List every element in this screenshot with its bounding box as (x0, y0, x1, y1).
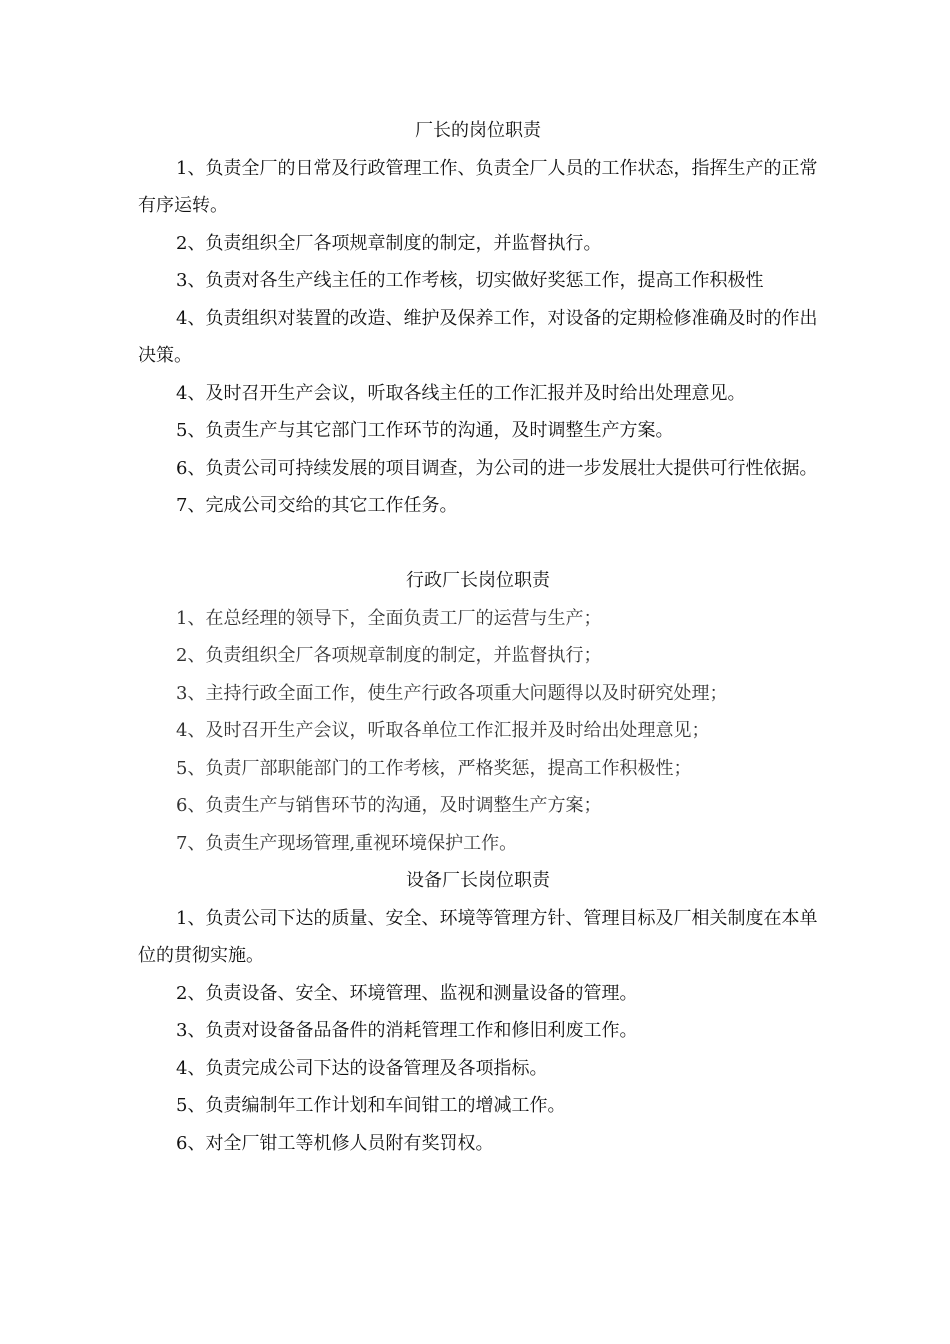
list-item: 6、负责公司可持续发展的项目调查，为公司的进一步发展壮大提供可行性依据。 (176, 457, 818, 479)
list-item: 3、负责对设备备品备件的消耗管理工作和修旧利废工作。 (176, 1020, 638, 1041)
document-page (138, 112, 818, 1162)
list-item: 4、及时召开生产会议，听取各单位工作汇报并及时给出处理意见； (176, 720, 710, 741)
list-item: 3、主持行政全面工作，使生产行政各项重大问题得以及时研究处理； (176, 682, 728, 704)
section-spacer (138, 525, 818, 563)
list-item: 4、负责组织对装置的改造、维护及保养工作，对设备的定期检修准确及时的作出决策。 (138, 307, 818, 366)
list-item: 5、负责生产与其它部门工作环节的沟通，及时调整生产方案。 (176, 420, 674, 441)
list-item: 7、完成公司交给的其它工作任务。 (176, 495, 458, 516)
list-item: 5、负责厂部职能部门的工作考核，严格奖惩，提高工作积极性； (176, 757, 692, 779)
section-title-factory-director: 厂长的岗位职责 (415, 120, 541, 141)
list-item: 2、负责设备、安全、环境管理、监视和测量设备的管理。 (176, 982, 638, 1004)
list-item: 2、负责组织全厂各项规章制度的制定，并监督执行； (176, 645, 602, 666)
list-item: 6、对全厂钳工等机修人员附有奖罚权。 (176, 1132, 494, 1154)
list-item: 3、负责对各生产线主任的工作考核，切实做好奖惩工作，提高工作积极性 (176, 270, 764, 291)
list-item: 6、负责生产与销售环节的沟通，及时调整生产方案； (176, 795, 602, 816)
section-title-admin-director: 行政厂长岗位职责 (406, 570, 550, 591)
list-item: 4、负责完成公司下达的设备管理及各项指标。 (176, 1057, 548, 1079)
section-title-equipment-director: 设备厂长岗位职责 (406, 870, 550, 891)
list-item: 1、负责全厂的日常及行政管理工作、负责全厂人员的工作状态，指挥生产的正常有序运转。 (138, 157, 818, 216)
list-item: 5、负责编制年工作计划和车间钳工的增减工作。 (176, 1095, 566, 1116)
list-item: 2、负责组织全厂各项规章制度的制定，并监督执行。 (176, 232, 602, 254)
list-item: 1、负责公司下达的质量、安全、环境等管理方针、管理目标及厂相关制度在本单位的贯彻实施。 (138, 907, 818, 966)
list-item: 4、及时召开生产会议，听取各线主任的工作汇报并及时给出处理意见。 (176, 382, 746, 404)
list-item: 1、在总经理的领导下，全面负责工厂的运营与生产； (176, 607, 602, 629)
list-item: 7、负责生产现场管理,重视环境保护工作。 (176, 832, 518, 854)
